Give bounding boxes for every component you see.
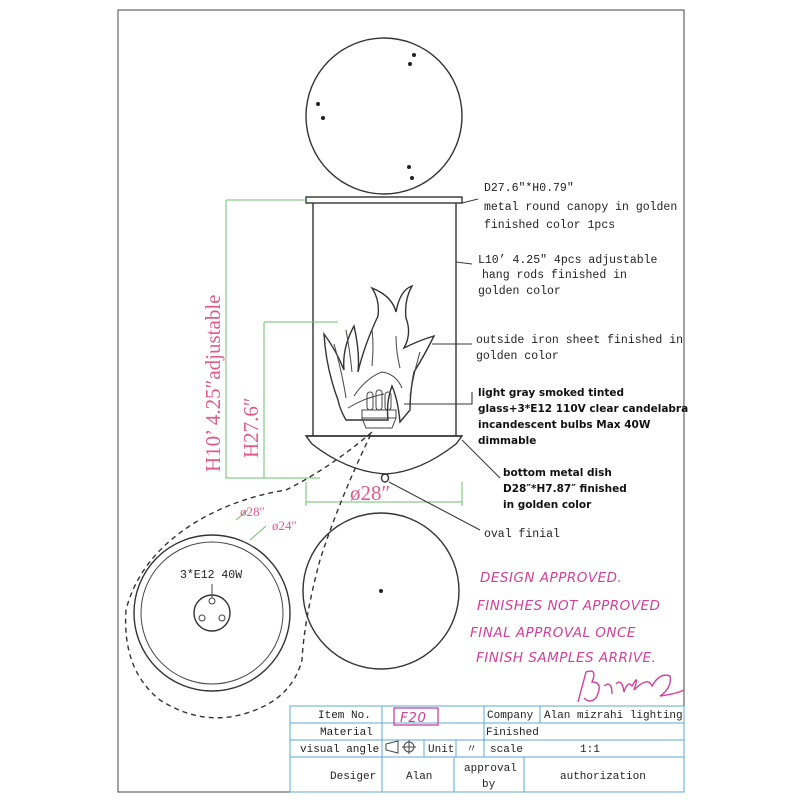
visual-angle-label: visual angle (300, 744, 380, 756)
company-label: Company (487, 710, 534, 722)
dish-bottom-view (303, 513, 459, 669)
signature (578, 671, 684, 702)
projection-symbol (386, 740, 416, 754)
detail-outer-diameter: ø28″ (240, 504, 265, 519)
width-dimension: ø28″ (350, 481, 391, 505)
handwritten-approval-note: DESIGN APPROVED. FINISHES NOT APPROVED FINAL APPROVAL ONCE FINISH SAMPLES ARRIVE. (470, 570, 661, 666)
finial-annotation: oval finial (484, 528, 560, 541)
overall-height-dimension: H10’ 4.25″adjustable (201, 294, 225, 472)
canopy-annotation: D27.6″*H0.79″ metal round canopy in golden finished color 1pcs (484, 182, 678, 232)
finished-label: Finished (486, 727, 539, 739)
fixture-side-view (306, 197, 462, 482)
iron-sheet-annotation: outside iron sheet finished in golden color (476, 334, 684, 363)
material-label: Material (320, 727, 373, 739)
scale-label: scale (490, 744, 524, 756)
bulbs (362, 390, 396, 428)
company-value: Alan mizrahi lighting (544, 710, 683, 722)
designer-value: Alan (406, 771, 433, 783)
socket-label: 3*E12 40W (180, 569, 243, 582)
glass-annotation: light gray smoked tinted glass+3*E12 110V clear candelabra incandescent bulbs Max 40W dimmable (478, 387, 689, 447)
detail-inner-diameter: ø24″ (272, 518, 297, 533)
body-height-dimension: H27.6″ (239, 397, 263, 458)
designer-label: Desiger (330, 771, 377, 783)
leader-lines (389, 199, 500, 530)
detail-callout-dashed (126, 432, 372, 718)
unit-label: Unit (428, 744, 455, 756)
item-no-value: F20 (400, 710, 427, 726)
scale-value: 1:1 (580, 744, 600, 756)
rods-annotation: L10’ 4.25″ 4pcs adjustable hang rods finished in golden color (478, 254, 658, 298)
dish-annotation: bottom metal dish D28″*H7.87″ finished in golden color (503, 467, 627, 511)
item-no-label: Item No. (318, 710, 371, 722)
bottom-view-detail (134, 510, 290, 691)
authorization-label: authorization (560, 771, 646, 783)
canopy-top-view (306, 38, 462, 194)
unit-value: 〃 (466, 744, 477, 756)
approval-label: approval by (464, 763, 517, 791)
